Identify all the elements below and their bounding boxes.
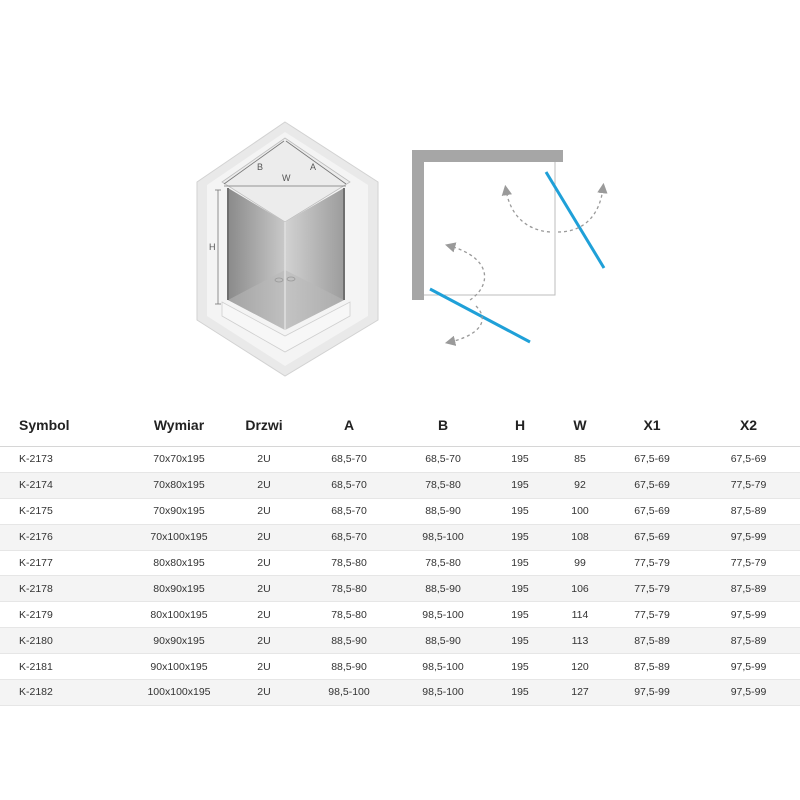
cell-a: 68,5-70 bbox=[299, 447, 399, 473]
cell-drzwi: 2U bbox=[229, 524, 299, 550]
cell-wymiar: 80x80x195 bbox=[129, 550, 229, 576]
cell-wymiar: 70x80x195 bbox=[129, 472, 229, 498]
table-row bbox=[0, 524, 800, 550]
cell-a: 68,5-70 bbox=[299, 472, 399, 498]
cell-wymiar: 70x70x195 bbox=[129, 447, 229, 473]
cell-x1: 77,5-79 bbox=[607, 602, 697, 628]
table-body bbox=[0, 447, 800, 706]
cell-symbol: K-2176 bbox=[0, 524, 129, 550]
shower-enclosure-3d-diagram bbox=[190, 118, 390, 380]
dimension-b-label: B bbox=[257, 162, 264, 172]
dimensions-table bbox=[0, 404, 800, 706]
cell-b: 78,5-80 bbox=[399, 550, 487, 576]
cell-drzwi: 2U bbox=[229, 680, 299, 706]
cell-w: 127 bbox=[553, 680, 607, 706]
cell-drzwi: 2U bbox=[229, 602, 299, 628]
cell-x1: 77,5-79 bbox=[607, 576, 697, 602]
cell-w: 99 bbox=[553, 550, 607, 576]
cell-h: 195 bbox=[487, 680, 553, 706]
cell-x2: 87,5-89 bbox=[697, 628, 800, 654]
dimension-a-label: A bbox=[310, 162, 317, 172]
cell-x2: 97,5-99 bbox=[697, 602, 800, 628]
cell-w: 85 bbox=[553, 447, 607, 473]
cell-symbol: K-2181 bbox=[0, 654, 129, 680]
cell-symbol: K-2174 bbox=[0, 472, 129, 498]
cell-x2: 77,5-79 bbox=[697, 550, 800, 576]
cell-a: 88,5-90 bbox=[299, 654, 399, 680]
cell-h: 195 bbox=[487, 447, 553, 473]
table-header-row bbox=[0, 404, 800, 447]
cell-a: 88,5-90 bbox=[299, 628, 399, 654]
header-w: W bbox=[553, 404, 607, 447]
dimension-h-label: H bbox=[209, 242, 216, 252]
cell-x2: 97,5-99 bbox=[697, 680, 800, 706]
cell-symbol: K-2173 bbox=[0, 447, 129, 473]
cell-drzwi: 2U bbox=[229, 628, 299, 654]
cell-x1: 87,5-89 bbox=[607, 628, 697, 654]
cell-x1: 97,5-99 bbox=[607, 680, 697, 706]
cell-w: 92 bbox=[553, 472, 607, 498]
table-row bbox=[0, 550, 800, 576]
wall-shape bbox=[412, 150, 563, 300]
swing-arrow-icon bbox=[450, 306, 482, 342]
cell-w: 100 bbox=[553, 498, 607, 524]
cell-b: 88,5-90 bbox=[399, 628, 487, 654]
cell-a: 98,5-100 bbox=[299, 680, 399, 706]
header-drzwi: Drzwi bbox=[229, 404, 299, 447]
header-a: A bbox=[299, 404, 399, 447]
cell-w: 108 bbox=[553, 524, 607, 550]
cell-x2: 97,5-99 bbox=[697, 654, 800, 680]
cell-x2: 87,5-89 bbox=[697, 576, 800, 602]
cell-symbol: K-2182 bbox=[0, 680, 129, 706]
cell-a: 68,5-70 bbox=[299, 498, 399, 524]
cell-a: 68,5-70 bbox=[299, 524, 399, 550]
cell-a: 78,5-80 bbox=[299, 550, 399, 576]
table-row bbox=[0, 576, 800, 602]
swing-arrow-icon bbox=[450, 246, 485, 300]
cell-h: 195 bbox=[487, 602, 553, 628]
cell-x1: 67,5-69 bbox=[607, 524, 697, 550]
cell-symbol: K-2180 bbox=[0, 628, 129, 654]
door-opening-schematic bbox=[400, 140, 620, 355]
cell-x1: 77,5-79 bbox=[607, 550, 697, 576]
cell-symbol: K-2177 bbox=[0, 550, 129, 576]
cell-x2: 67,5-69 bbox=[697, 447, 800, 473]
cell-b: 88,5-90 bbox=[399, 498, 487, 524]
cell-x1: 67,5-69 bbox=[607, 447, 697, 473]
cell-wymiar: 90x90x195 bbox=[129, 628, 229, 654]
cell-wymiar: 70x100x195 bbox=[129, 524, 229, 550]
header-h: H bbox=[487, 404, 553, 447]
cell-drzwi: 2U bbox=[229, 550, 299, 576]
cell-a: 78,5-80 bbox=[299, 602, 399, 628]
cell-b: 68,5-70 bbox=[399, 447, 487, 473]
header-x1: X1 bbox=[607, 404, 697, 447]
cell-drzwi: 2U bbox=[229, 576, 299, 602]
cell-h: 195 bbox=[487, 472, 553, 498]
cell-b: 98,5-100 bbox=[399, 654, 487, 680]
cell-w: 114 bbox=[553, 602, 607, 628]
cell-h: 195 bbox=[487, 524, 553, 550]
cell-symbol: K-2175 bbox=[0, 498, 129, 524]
swing-arrow-icon bbox=[558, 188, 603, 232]
cell-h: 195 bbox=[487, 498, 553, 524]
table-row bbox=[0, 680, 800, 706]
cell-w: 120 bbox=[553, 654, 607, 680]
table-row bbox=[0, 447, 800, 473]
cell-b: 78,5-80 bbox=[399, 472, 487, 498]
cell-drzwi: 2U bbox=[229, 654, 299, 680]
cell-a: 78,5-80 bbox=[299, 576, 399, 602]
cell-drzwi: 2U bbox=[229, 447, 299, 473]
table-row bbox=[0, 498, 800, 524]
cell-x1: 67,5-69 bbox=[607, 498, 697, 524]
header-wymiar: Wymiar bbox=[129, 404, 229, 447]
cell-x1: 87,5-89 bbox=[607, 654, 697, 680]
cell-wymiar: 100x100x195 bbox=[129, 680, 229, 706]
cell-w: 113 bbox=[553, 628, 607, 654]
table-row bbox=[0, 472, 800, 498]
swing-arrow-icon bbox=[506, 190, 550, 232]
header-b: B bbox=[399, 404, 487, 447]
cell-h: 195 bbox=[487, 628, 553, 654]
cell-b: 88,5-90 bbox=[399, 576, 487, 602]
cell-x2: 97,5-99 bbox=[697, 524, 800, 550]
table-row bbox=[0, 654, 800, 680]
cell-h: 195 bbox=[487, 654, 553, 680]
cell-drzwi: 2U bbox=[229, 498, 299, 524]
cell-wymiar: 70x90x195 bbox=[129, 498, 229, 524]
cell-b: 98,5-100 bbox=[399, 602, 487, 628]
header-x2: X2 bbox=[697, 404, 800, 447]
cell-symbol: K-2178 bbox=[0, 576, 129, 602]
cell-h: 195 bbox=[487, 576, 553, 602]
cell-b: 98,5-100 bbox=[399, 680, 487, 706]
header-symbol: Symbol bbox=[0, 404, 129, 447]
cell-x1: 67,5-69 bbox=[607, 472, 697, 498]
cell-x2: 87,5-89 bbox=[697, 498, 800, 524]
table-row bbox=[0, 602, 800, 628]
dimension-w-label: W bbox=[282, 173, 291, 183]
cell-wymiar: 80x90x195 bbox=[129, 576, 229, 602]
cell-h: 195 bbox=[487, 550, 553, 576]
cell-drzwi: 2U bbox=[229, 472, 299, 498]
cell-x2: 77,5-79 bbox=[697, 472, 800, 498]
table-row bbox=[0, 628, 800, 654]
left-door-glass bbox=[430, 289, 530, 342]
cell-w: 106 bbox=[553, 576, 607, 602]
cell-symbol: K-2179 bbox=[0, 602, 129, 628]
cell-wymiar: 90x100x195 bbox=[129, 654, 229, 680]
cell-wymiar: 80x100x195 bbox=[129, 602, 229, 628]
cell-b: 98,5-100 bbox=[399, 524, 487, 550]
